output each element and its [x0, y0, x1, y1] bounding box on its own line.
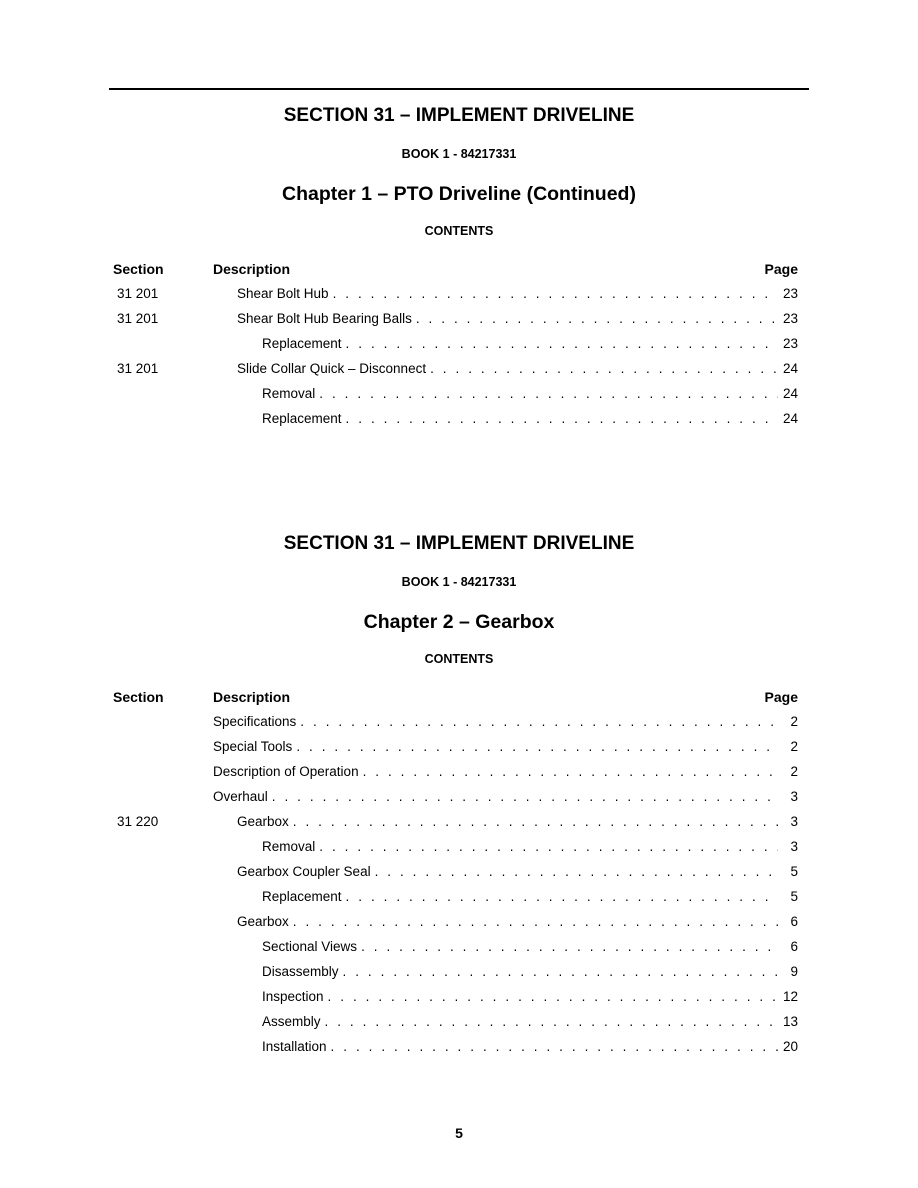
- toc-entry-page: 23: [782, 286, 798, 301]
- toc-entry-page: 23: [782, 311, 798, 326]
- toc-entry-page: 24: [782, 411, 798, 426]
- toc-entry[interactable]: [237, 913, 798, 931]
- toc-entry-page: 13: [782, 1014, 798, 1029]
- toc-entry-description: Shear Bolt Hub: [237, 286, 329, 301]
- toc-entry[interactable]: [262, 1013, 798, 1031]
- toc-entry-page: 6: [790, 914, 798, 929]
- toc-entry[interactable]: [262, 410, 798, 428]
- column-header-page: Page: [764, 689, 798, 705]
- toc-entry-description: Removal: [262, 386, 316, 401]
- toc-row: [0, 360, 918, 385]
- toc-entry-page: 5: [790, 889, 798, 904]
- toc-table-header: [0, 688, 918, 713]
- section-title: SECTION 31 – IMPLEMENT DRIVELINE: [283, 105, 635, 126]
- toc-entry-description: Removal: [262, 839, 316, 854]
- toc-entry-description: Inspection: [262, 989, 324, 1004]
- column-header-description: Description: [213, 261, 291, 277]
- toc-entry-page: 2: [790, 739, 798, 754]
- toc-row: [0, 963, 918, 988]
- toc-entry-description: Sectional Views: [262, 939, 358, 954]
- dot-leader: [361, 938, 778, 956]
- toc-row-section: 31 201: [117, 286, 159, 301]
- dot-leader: [346, 410, 778, 428]
- page-number: 5: [455, 1125, 463, 1141]
- toc-row: [0, 1013, 918, 1038]
- toc-table: [0, 688, 918, 1063]
- toc-entry[interactable]: [262, 838, 798, 856]
- contents-heading: CONTENTS: [424, 224, 494, 238]
- toc-entry-page: 24: [782, 386, 798, 401]
- toc-entry-description: Disassembly: [262, 964, 339, 979]
- chapter-title: Chapter 2 – Gearbox: [363, 611, 555, 633]
- toc-entry-description: Installation: [262, 1039, 327, 1054]
- dot-leader: [346, 888, 778, 906]
- toc-entry[interactable]: [237, 285, 798, 303]
- dot-leader: [331, 1038, 778, 1056]
- toc-entry-page: 9: [790, 964, 798, 979]
- toc-row: [0, 938, 918, 963]
- toc-entry[interactable]: [237, 310, 798, 328]
- dot-leader: [430, 360, 778, 378]
- toc-entry-description: Replacement: [262, 889, 342, 904]
- toc-row: [0, 310, 918, 335]
- book-number: BOOK 1 - 84217331: [401, 147, 517, 161]
- toc-row: [0, 285, 918, 310]
- toc-row: [0, 913, 918, 938]
- toc-entry[interactable]: [262, 963, 798, 981]
- toc-entry[interactable]: [262, 1038, 798, 1056]
- toc-entry-description: Replacement: [262, 336, 342, 351]
- contents-heading: CONTENTS: [424, 652, 494, 666]
- dot-leader: [300, 713, 778, 731]
- toc-row: [0, 863, 918, 888]
- dot-leader: [346, 335, 778, 353]
- toc-rows: [0, 285, 918, 435]
- toc-row-section: 31 201: [117, 311, 159, 326]
- toc-entry-page: 20: [782, 1039, 798, 1054]
- dot-leader: [333, 285, 778, 303]
- toc-row-section: 31 201: [117, 361, 159, 376]
- toc-entry[interactable]: [262, 988, 798, 1006]
- toc-entry-description: Shear Bolt Hub Bearing Balls: [237, 311, 412, 326]
- toc-row: [0, 813, 918, 838]
- dot-leader: [319, 385, 778, 403]
- toc-entry-page: 24: [782, 361, 798, 376]
- toc-entry-page: 23: [782, 336, 798, 351]
- toc-entry-description: Assembly: [262, 1014, 321, 1029]
- toc-entry[interactable]: [262, 335, 798, 353]
- dot-leader: [343, 963, 778, 981]
- column-header-section: Section: [113, 261, 164, 277]
- column-header-description: Description: [213, 689, 291, 705]
- toc-row: [0, 788, 918, 813]
- toc-row: [0, 738, 918, 763]
- toc-entry[interactable]: [237, 360, 798, 378]
- toc-entry[interactable]: [237, 813, 798, 831]
- toc-entry-description: Overhaul: [213, 789, 268, 804]
- top-rule: [109, 88, 809, 90]
- toc-entry[interactable]: [213, 738, 798, 756]
- toc-entry-description: Slide Collar Quick – Disconnect: [237, 361, 427, 376]
- toc-table-header: [0, 260, 918, 285]
- toc-row: [0, 838, 918, 863]
- toc-entry-description: Gearbox: [237, 914, 289, 929]
- toc-row: [0, 410, 918, 435]
- toc-row: [0, 763, 918, 788]
- toc-row-section: 31 220: [117, 814, 159, 829]
- toc-row: [0, 385, 918, 410]
- toc-entry-description: Special Tools: [213, 739, 293, 754]
- toc-entry[interactable]: [262, 385, 798, 403]
- toc-entry-page: 5: [790, 864, 798, 879]
- chapter-title: Chapter 1 – PTO Driveline (Continued): [282, 183, 636, 205]
- toc-entry-description: Gearbox Coupler Seal: [237, 864, 371, 879]
- toc-row: [0, 988, 918, 1013]
- dot-leader: [328, 988, 778, 1006]
- dot-leader: [319, 838, 778, 856]
- column-header-section: Section: [113, 689, 164, 705]
- toc-row: [0, 713, 918, 738]
- toc-entry-page: 3: [790, 789, 798, 804]
- toc-row: [0, 1038, 918, 1063]
- dot-leader: [375, 863, 778, 881]
- toc-entry[interactable]: [213, 763, 798, 781]
- toc-entry-page: 6: [790, 939, 798, 954]
- section-title: SECTION 31 – IMPLEMENT DRIVELINE: [283, 533, 635, 554]
- toc-table: [0, 260, 918, 435]
- toc-entry-page: 3: [790, 814, 798, 829]
- toc-entry-page: 12: [782, 989, 798, 1004]
- dot-leader: [293, 913, 778, 931]
- toc-rows: [0, 713, 918, 1063]
- toc-entry-description: Replacement: [262, 411, 342, 426]
- toc-entry-description: Description of Operation: [213, 764, 359, 779]
- toc-entry-page: 2: [790, 714, 798, 729]
- toc-row: [0, 335, 918, 360]
- dot-leader: [293, 813, 778, 831]
- toc-entry-description: Gearbox: [237, 814, 289, 829]
- toc-entry[interactable]: [262, 888, 798, 906]
- toc-entry[interactable]: [213, 788, 798, 806]
- dot-leader: [272, 788, 778, 806]
- toc-entry[interactable]: [262, 938, 798, 956]
- toc-entry-page: 3: [790, 839, 798, 854]
- toc-entry[interactable]: [237, 863, 798, 881]
- dot-leader: [325, 1013, 778, 1031]
- dot-leader: [416, 310, 778, 328]
- toc-row: [0, 888, 918, 913]
- toc-entry-page: 2: [790, 764, 798, 779]
- toc-block-chapter-1: [0, 104, 918, 435]
- toc-entry[interactable]: [213, 713, 798, 731]
- dot-leader: [363, 763, 778, 781]
- toc-block-chapter-2: [0, 532, 918, 1063]
- toc-entry-description: Specifications: [213, 714, 297, 729]
- column-header-page: Page: [764, 261, 798, 277]
- book-number: BOOK 1 - 84217331: [401, 575, 517, 589]
- dot-leader: [296, 738, 778, 756]
